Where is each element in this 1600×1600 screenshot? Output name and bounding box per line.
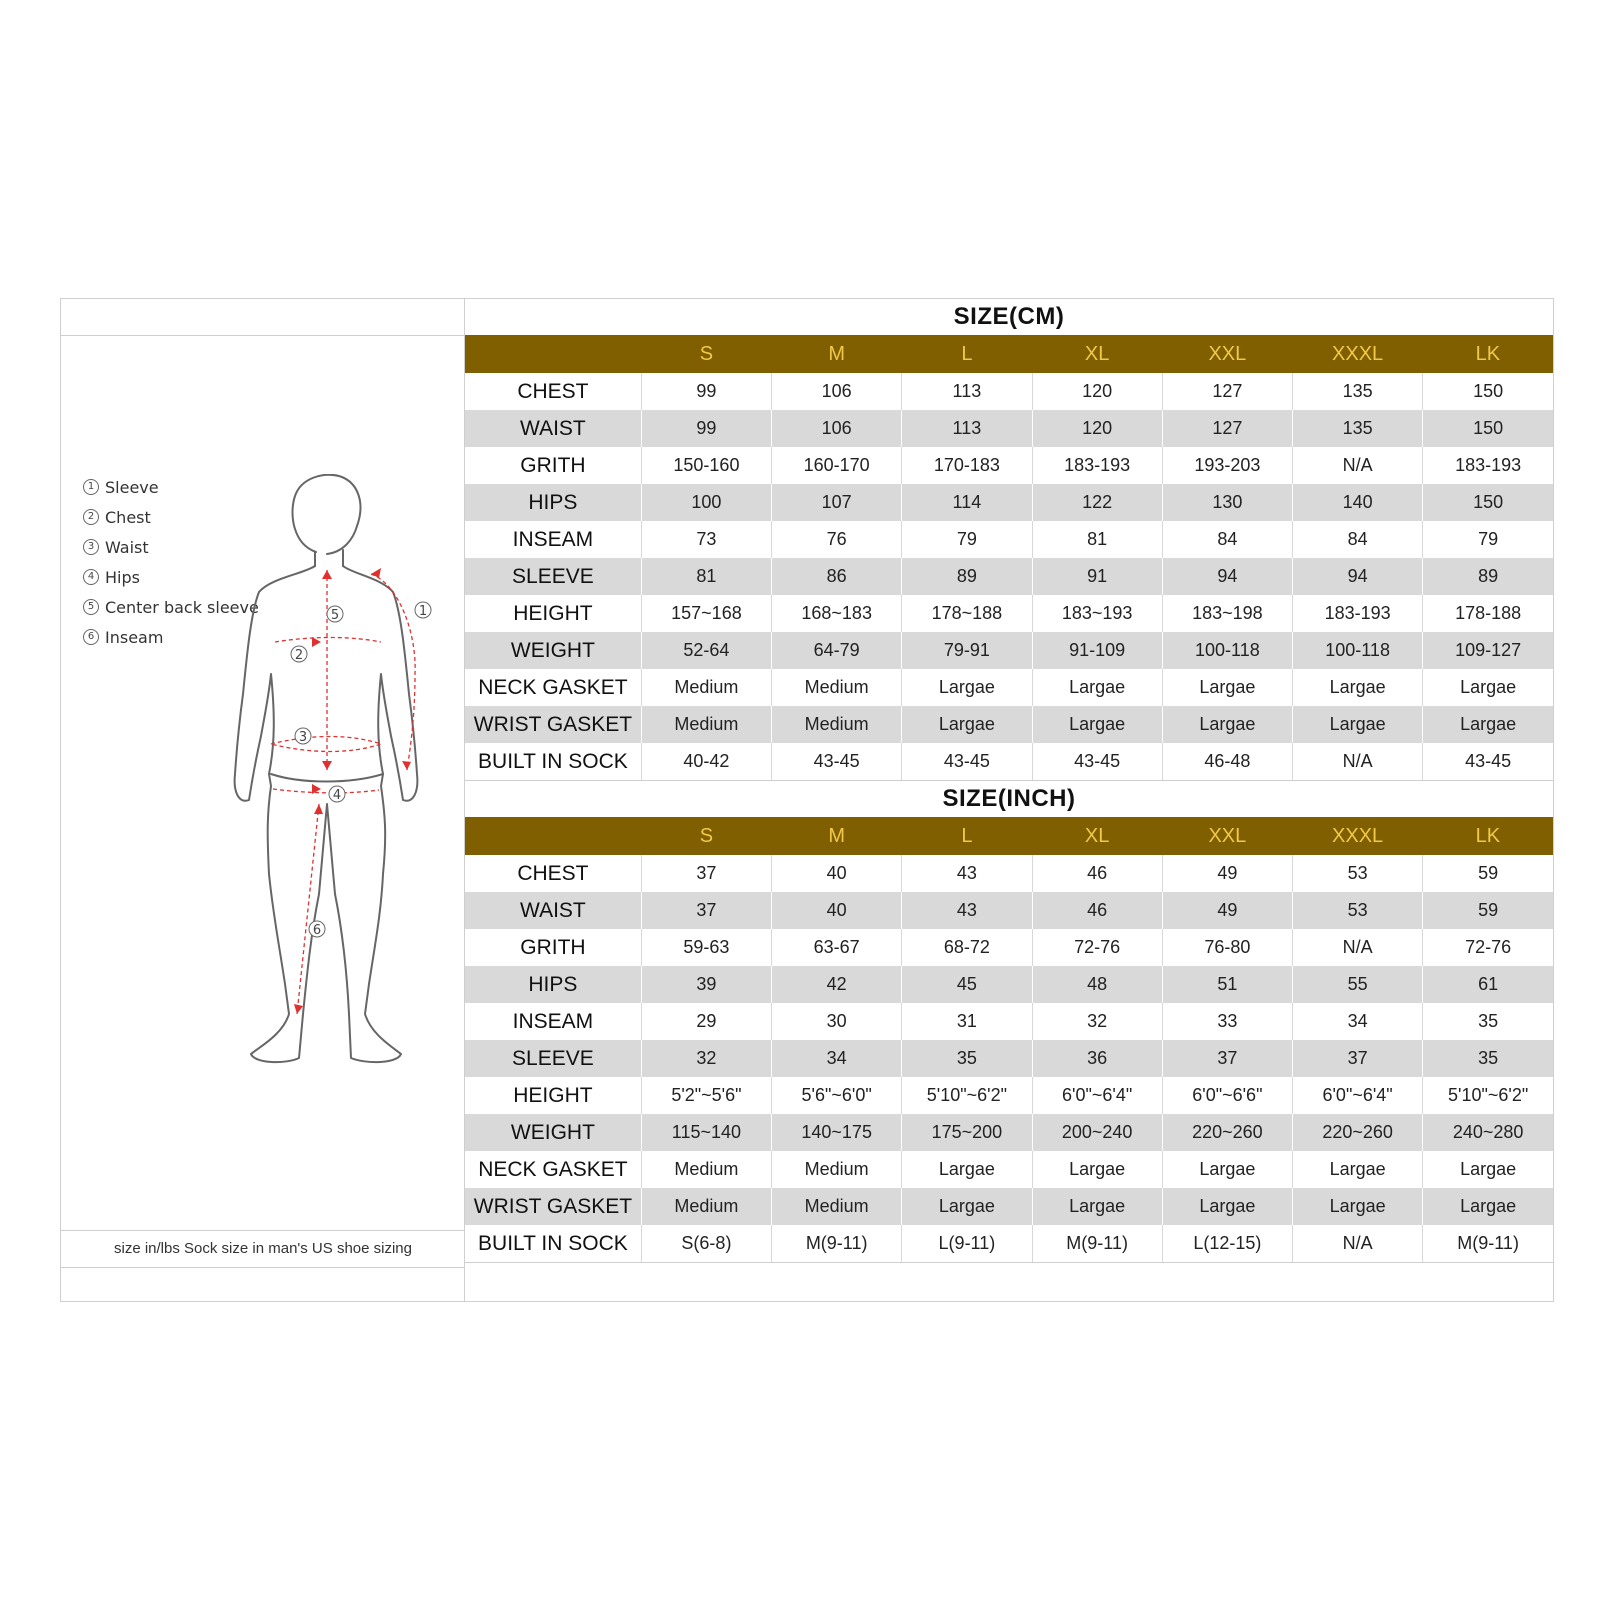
- head-outline: [293, 475, 361, 554]
- marker-hips: [329, 786, 345, 803]
- legend-label: Chest: [105, 508, 151, 527]
- table-cell: Medium: [641, 669, 771, 706]
- table-title-row: [465, 781, 1553, 818]
- table-title: SIZE(INCH): [465, 781, 1553, 818]
- legend-number: 2: [83, 509, 99, 525]
- table-cell: N/A: [1292, 447, 1422, 484]
- table-cell: 43-45: [1465, 751, 1512, 771]
- table-cell: Largae: [1423, 706, 1553, 743]
- size-tables: [465, 299, 1553, 1300]
- table-cell: Largae: [1292, 706, 1422, 743]
- table-cell: Largae: [1162, 669, 1292, 706]
- size-header-row: [465, 335, 1553, 373]
- row-label: WRIST GASKET: [465, 706, 641, 743]
- table-cell: Largae: [1162, 1151, 1292, 1188]
- size-chart: [60, 298, 1554, 1302]
- table-cell: 45: [902, 966, 1032, 1003]
- table-title-row: [465, 299, 1553, 335]
- table-cell: Medium: [641, 1188, 771, 1225]
- table-cell: 43-45: [1032, 743, 1162, 780]
- table-cell: 178-188: [1455, 603, 1522, 623]
- size-header-cell: LK: [1423, 335, 1553, 373]
- table-cell: 40: [772, 892, 902, 929]
- table-row: [465, 1151, 1553, 1188]
- marker-chest: [291, 646, 307, 663]
- row-label: WEIGHT: [465, 1114, 641, 1151]
- table-cell: 6'0"~6'4": [1032, 1077, 1162, 1114]
- table-row: [465, 632, 1553, 669]
- table-cell: 91-109: [1032, 632, 1162, 669]
- marker-chest-number: 2: [294, 648, 304, 663]
- row-label: NECK GASKET: [465, 669, 641, 706]
- table-cell: N/A: [1292, 743, 1422, 780]
- table-cell: Largae: [1460, 677, 1517, 697]
- table-cell: 120: [1032, 410, 1162, 447]
- table-cell: Medium: [772, 1151, 902, 1188]
- legend-number: 6: [83, 629, 99, 645]
- table-cell: 178~188: [902, 595, 1032, 632]
- table-cell: 5'10"~6'2": [902, 1077, 1032, 1114]
- table-cell: 42: [772, 966, 902, 1003]
- table-cell: 36: [1032, 1040, 1162, 1077]
- table-cell: 183-193: [1032, 447, 1162, 484]
- table-cell: 135: [1292, 410, 1422, 447]
- table-cell: 100-118: [1292, 632, 1422, 669]
- header-corner: [465, 817, 641, 855]
- size-header-cell: XXXL: [1292, 335, 1422, 373]
- table-cell: 59: [1423, 892, 1553, 929]
- table-cell: 79-91: [902, 632, 1032, 669]
- table-cell: 150: [1423, 410, 1553, 447]
- table-cell: Largae: [1032, 706, 1162, 743]
- table-cell: 68-72: [902, 929, 1032, 966]
- table-cell: L(12-15): [1162, 1225, 1292, 1262]
- table-cell: 240~280: [1423, 1114, 1553, 1151]
- marker-hips-number: 4: [332, 788, 342, 803]
- table-row: [465, 521, 1553, 558]
- table-cell: 59: [1478, 863, 1499, 883]
- table-cell: 5'2"~5'6": [641, 1077, 771, 1114]
- row-label: WAIST: [465, 892, 641, 929]
- table-cell: 40-42: [641, 743, 771, 780]
- torso-outline: [235, 566, 418, 1062]
- size-header-cell: XXL: [1162, 817, 1292, 855]
- table-row: [465, 1077, 1553, 1114]
- marker-sleeve: [415, 602, 431, 619]
- size-header-cell: M: [772, 335, 902, 373]
- size-header-cell: L: [902, 335, 1032, 373]
- table-cell: 35: [1478, 1011, 1499, 1031]
- table-cell: Largae: [902, 1151, 1032, 1188]
- table-cell: 89: [902, 558, 1032, 595]
- legend-number: 3: [83, 539, 99, 555]
- table-cell: 49: [1162, 855, 1292, 892]
- row-label: HIPS: [465, 966, 641, 1003]
- table-cell: 81: [1032, 521, 1162, 558]
- waistband-outline: [271, 774, 383, 782]
- size-header-cell: S: [641, 817, 771, 855]
- arrow-head: [314, 804, 323, 814]
- table-cell: 175~200: [902, 1114, 1032, 1151]
- row-label: CHEST: [465, 855, 641, 892]
- table-cell: Medium: [772, 1188, 902, 1225]
- legend-number: 5: [83, 599, 99, 615]
- table-cell: Largae: [1032, 1188, 1162, 1225]
- legend-label: Inseam: [105, 628, 164, 647]
- size-header-cell: M: [772, 817, 902, 855]
- size-header-cell: S: [641, 335, 771, 373]
- size-table-cm: [465, 299, 1553, 780]
- table-cell: Largae: [1292, 1151, 1422, 1188]
- table-cell: 53: [1292, 855, 1422, 892]
- table-cell: 140~175: [772, 1114, 902, 1151]
- size-header-cell: XXL: [1162, 335, 1292, 373]
- table-row: [465, 1040, 1553, 1077]
- row-label: SLEEVE: [465, 558, 641, 595]
- table-cell: 81: [641, 558, 771, 595]
- table-cell: 160-170: [772, 447, 902, 484]
- table-cell: 135: [1292, 373, 1422, 410]
- table-cell: M(9-11): [772, 1225, 902, 1262]
- table-cell: 168~183: [772, 595, 902, 632]
- table-cell: 32: [641, 1040, 771, 1077]
- table-cell: 6'0"~6'4": [1292, 1077, 1422, 1114]
- marker-waist-number: 3: [298, 730, 308, 745]
- table-cell: Medium: [641, 1151, 771, 1188]
- table-cell: Largae: [902, 669, 1032, 706]
- size-header-cell: LK: [1423, 817, 1553, 855]
- table-cell: 157~168: [641, 595, 771, 632]
- row-label: WRIST GASKET: [465, 1188, 641, 1225]
- table-cell: L(9-11): [902, 1225, 1032, 1262]
- table-row: [465, 410, 1553, 447]
- table-cell: 72-76: [1465, 937, 1512, 957]
- table-cell: 122: [1032, 484, 1162, 521]
- table-cell: M(9-11): [1032, 1225, 1162, 1262]
- table-cell: 109-127: [1423, 632, 1553, 669]
- table-cell: 59-63: [641, 929, 771, 966]
- table-cell: 220~260: [1292, 1114, 1422, 1151]
- table-cell: Medium: [641, 706, 771, 743]
- table-cell: 32: [1032, 1003, 1162, 1040]
- arrow-head: [322, 761, 332, 770]
- row-label: HIPS: [465, 484, 641, 521]
- size-table-inch: [465, 780, 1553, 1262]
- table-row: [465, 1114, 1553, 1151]
- table-cell: 115~140: [641, 1114, 771, 1151]
- arrow-head: [371, 568, 381, 578]
- waist-measure-line: [271, 737, 381, 752]
- row-label: HEIGHT: [465, 595, 641, 632]
- table-cell: 37: [641, 855, 771, 892]
- table-cell: 34: [1292, 1003, 1422, 1040]
- row-label: WEIGHT: [465, 632, 641, 669]
- size-header-cell: XXXL: [1292, 817, 1422, 855]
- table-cell: 72-76: [1032, 929, 1162, 966]
- table-cell: 30: [772, 1003, 902, 1040]
- table-cell: 48: [1032, 966, 1162, 1003]
- table-cell: 61: [1423, 966, 1553, 1003]
- table-cell: 43: [902, 855, 1032, 892]
- table-cell: 5'10"~6'2": [1448, 1085, 1529, 1105]
- table-cell: Largae: [1032, 669, 1162, 706]
- table-cell: 46-48: [1162, 743, 1292, 780]
- arrow-head: [294, 1004, 303, 1014]
- table-cell: 127: [1162, 410, 1292, 447]
- table-cell: 183-193: [1455, 455, 1522, 475]
- table-cell: 86: [772, 558, 902, 595]
- table-cell: N/A: [1292, 1225, 1422, 1262]
- row-label: INSEAM: [465, 521, 641, 558]
- row-label: GRITH: [465, 447, 641, 484]
- table-row: [465, 595, 1553, 632]
- divider: [61, 1267, 465, 1268]
- table-row: [465, 484, 1553, 521]
- size-header-cell: XL: [1032, 335, 1162, 373]
- size-header-cell: XL: [1032, 817, 1162, 855]
- measurement-guide-panel: [61, 299, 465, 1301]
- table-cell: 6'0"~6'6": [1162, 1077, 1292, 1114]
- table-row: [465, 447, 1553, 484]
- table-cell: Largae: [1292, 669, 1422, 706]
- table-cell: 76-80: [1162, 929, 1292, 966]
- table-cell: 84: [1292, 521, 1422, 558]
- table-cell: 89: [1423, 558, 1553, 595]
- table-cell: 120: [1032, 373, 1162, 410]
- table-cell: 46: [1032, 892, 1162, 929]
- table-row: [465, 1188, 1553, 1225]
- marker-waist: [295, 728, 311, 745]
- table-row: [465, 1003, 1553, 1040]
- row-label: HEIGHT: [465, 1077, 641, 1114]
- table-cell: 107: [772, 484, 902, 521]
- row-label: WAIST: [465, 410, 641, 447]
- table-cell: 193-203: [1162, 447, 1292, 484]
- table-cell: M(9-11): [1457, 1233, 1519, 1253]
- table-cell: N/A: [1292, 929, 1422, 966]
- sizing-note: size in/lbs Sock size in man's US shoe sizing: [114, 1240, 412, 1257]
- neck-outline: [315, 550, 343, 566]
- table-cell: 100: [641, 484, 771, 521]
- table-cell: 51: [1162, 966, 1292, 1003]
- arrow-head: [312, 637, 321, 647]
- legend-number: 4: [83, 569, 99, 585]
- table-cell: Largae: [1162, 1188, 1292, 1225]
- table-cell: 37: [641, 892, 771, 929]
- table-cell: 43-45: [772, 743, 902, 780]
- table-row: [465, 929, 1553, 966]
- table-cell: Medium: [772, 706, 902, 743]
- legend-label: Sleeve: [105, 478, 159, 497]
- table-cell: Largae: [902, 1188, 1032, 1225]
- table-row: [465, 743, 1553, 780]
- size-header-cell: L: [902, 817, 1032, 855]
- table-row: [465, 558, 1553, 595]
- table-cell: 35: [902, 1040, 1032, 1077]
- table-cell: 55: [1292, 966, 1422, 1003]
- table-row: [465, 373, 1553, 410]
- table-cell: 94: [1162, 558, 1292, 595]
- table-cell: 43-45: [902, 743, 1032, 780]
- table-cell: 99: [641, 410, 771, 447]
- table-cell: Largae: [1423, 1188, 1553, 1225]
- table-row: [465, 706, 1553, 743]
- table-title: SIZE(CM): [465, 299, 1553, 335]
- table-cell: 76: [772, 521, 902, 558]
- table-cell: 35: [1423, 1040, 1553, 1077]
- table-cell: 106: [772, 410, 902, 447]
- legend-number: 1: [83, 479, 99, 495]
- table-cell: 150: [1423, 484, 1553, 521]
- table-cell: S(6-8): [641, 1225, 771, 1262]
- table-cell: Medium: [772, 669, 902, 706]
- row-label: BUILT IN SOCK: [465, 743, 641, 780]
- table-cell: 127: [1162, 373, 1292, 410]
- size-header-row: [465, 817, 1553, 855]
- table-cell: 37: [1162, 1040, 1292, 1077]
- marker-inseam-number: 6: [312, 923, 322, 938]
- table-row: [465, 892, 1553, 929]
- table-cell: 53: [1292, 892, 1422, 929]
- table-cell: 40: [772, 855, 902, 892]
- hips-measure-line: [273, 789, 379, 793]
- table-cell: 52-64: [641, 632, 771, 669]
- marker-center-back-number: 5: [330, 608, 340, 623]
- table-cell: 183-193: [1292, 595, 1422, 632]
- table-cell: 150-160: [641, 447, 771, 484]
- table-cell: Largae: [902, 706, 1032, 743]
- table-cell: 84: [1162, 521, 1292, 558]
- table-cell: 29: [641, 1003, 771, 1040]
- table-cell: 99: [641, 373, 771, 410]
- table-cell: 130: [1162, 484, 1292, 521]
- table-cell: Largae: [1032, 1151, 1162, 1188]
- table-cell: 49: [1162, 892, 1292, 929]
- table-cell: 140: [1292, 484, 1422, 521]
- table-cell: 43: [902, 892, 1032, 929]
- table-cell: 79: [1478, 529, 1499, 549]
- row-label: BUILT IN SOCK: [465, 1225, 641, 1262]
- body-figure-illustration: [231, 474, 461, 1094]
- marker-sleeve-number: 1: [418, 604, 428, 619]
- table-cell: 64-79: [772, 632, 902, 669]
- table-cell: 73: [641, 521, 771, 558]
- marker-center-back: [327, 606, 343, 623]
- table-cell: 33: [1162, 1003, 1292, 1040]
- legend-label: Waist: [105, 538, 149, 557]
- row-label: SLEEVE: [465, 1040, 641, 1077]
- table-cell: 200~240: [1032, 1114, 1162, 1151]
- table-cell: Largae: [1460, 1159, 1517, 1179]
- table-cell: 170-183: [902, 447, 1032, 484]
- table-row: [465, 669, 1553, 706]
- arrow-head: [322, 570, 332, 579]
- table-cell: 114: [902, 484, 1032, 521]
- row-label: NECK GASKET: [465, 1151, 641, 1188]
- table-cell: 63-67: [772, 929, 902, 966]
- table-cell: 34: [772, 1040, 902, 1077]
- legend-label: Center back sleeve: [105, 598, 259, 617]
- table-cell: 113: [902, 373, 1032, 410]
- table-cell: 37: [1292, 1040, 1422, 1077]
- row-label: CHEST: [465, 373, 641, 410]
- table-cell: 94: [1292, 558, 1422, 595]
- table-row: [465, 966, 1553, 1003]
- table-cell: 150: [1473, 381, 1504, 401]
- table-cell: 106: [772, 373, 902, 410]
- table-footer-spacer: [465, 1262, 1553, 1300]
- table-cell: 91: [1032, 558, 1162, 595]
- table-cell: Largae: [1292, 1188, 1422, 1225]
- table-cell: 100-118: [1162, 632, 1292, 669]
- table-row: [465, 855, 1553, 892]
- table-cell: 79: [902, 521, 1032, 558]
- table-cell: 183~193: [1032, 595, 1162, 632]
- row-label: INSEAM: [465, 1003, 641, 1040]
- sleeve-measure-line: [371, 574, 415, 770]
- table-cell: 183~198: [1162, 595, 1292, 632]
- chest-measure-line: [275, 638, 381, 643]
- table-cell: 5'6"~6'0": [772, 1077, 902, 1114]
- table-cell: 113: [902, 410, 1032, 447]
- legend-label: Hips: [105, 568, 140, 587]
- table-cell: Largae: [1162, 706, 1292, 743]
- row-label: GRITH: [465, 929, 641, 966]
- table-cell: 31: [902, 1003, 1032, 1040]
- table-cell: 46: [1032, 855, 1162, 892]
- divider: [61, 335, 465, 336]
- arrow-head: [402, 761, 411, 770]
- table-row: [465, 1225, 1553, 1262]
- header-corner: [465, 335, 641, 373]
- table-cell: 220~260: [1162, 1114, 1292, 1151]
- table-cell: 39: [641, 966, 771, 1003]
